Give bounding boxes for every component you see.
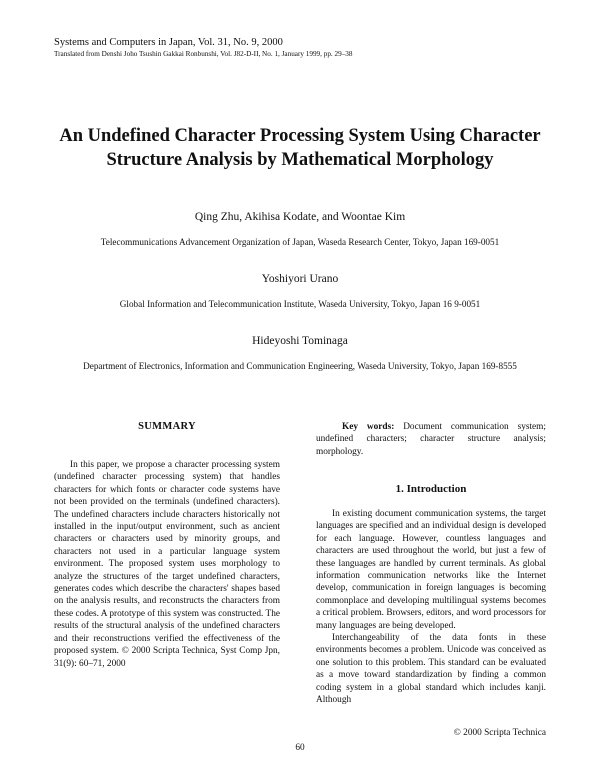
copyright-notice: © 2000 Scripta Technica: [453, 728, 546, 738]
title-line-1: An Undefined Character Processing System Using Character: [59, 126, 541, 146]
author-names-3: Hideyoshi Tominaga: [252, 335, 348, 347]
author-names-2: Yoshiyori Urano: [261, 273, 339, 285]
summary-heading: SUMMARY: [138, 421, 196, 432]
keywords: [316, 421, 546, 458]
introduction-paragraph-2: Interchangeability of the data fonts in these environments becomes a problem. Unicode was conceived as one solution to this problem. This standard can be evaluated as a move toward standardization by finding a common coding system in a global standard which includes kanji. Although: [316, 633, 546, 706]
affiliation-1: Telecommunications Advancement Organization of Japan, Waseda Research Center, Tokyo, Japan 169-0051: [100, 237, 500, 247]
summary-text: In this paper, we propose a character processing system (undefined character processing system) that handles characters for which fonts or character code systems have not been provided on the terminals (undefined characters). The undefined characters include characters historically not installed in the input/output environment, such as ancient characters or characters used by minority groups, and characters not used in a particular language system environment. The proposed system uses morphology to analyze the structures of the target undefined characters, generates codes which describe the characters' shapes based on the analysis results, and reconstructs the characters from these codes. A prototype of this system was constructed. The results of the structural analysis of the undefined characters and their reconstructions verified the effectiveness of the proposed system. © 2000 Scripta Technica, Syst Comp Jpn, 31(9): 60–71, 2000: [54, 460, 280, 669]
keywords-label: Key words:: [342, 422, 395, 432]
introduction-body: [316, 508, 546, 707]
affiliation-2: Global Information and Telecommunication Institute, Waseda University, Tokyo, Japan 16 9-0051: [119, 299, 481, 309]
author-names-1: Qing Zhu, Akihisa Kodate, and Woontae Kim: [194, 211, 406, 223]
title-line-2: Structure Analysis by Mathematical Morphology: [106, 150, 494, 170]
introduction-heading: 1. Introduction: [395, 483, 467, 495]
introduction-paragraph-1: In existing document communication systems, the target languages are specified and an individual design is developed for each language. However, countless languages and characters are used throughout the world, but just a few of these languages are handled by current terminals. As global information communication networks like the Internet develop, communication in foreign languages is becoming commonplace and developing multilingual systems becomes a critical problem. Browsers, editors, and word processors for many languages are being developed.: [316, 509, 546, 631]
affiliation-3: Department of Electronics, Information and Communication Engineering, Waseda University, Tokyo, Japan 169-8555: [83, 361, 517, 371]
keywords-text: Document communication system; undefined characters; character structure analysis; morphology.: [316, 422, 546, 457]
page-number: 60: [295, 743, 305, 753]
paper-title: [40, 124, 560, 172]
journal-citation: Systems and Computers in Japan, Vol. 31, No. 9, 2000: [54, 37, 283, 48]
translation-source: Translated from Denshi Joho Tsushin Gakkai Ronbunshi, Vol. J82-D-II, No. 1, January 1999, pp. 29–38: [54, 50, 353, 58]
